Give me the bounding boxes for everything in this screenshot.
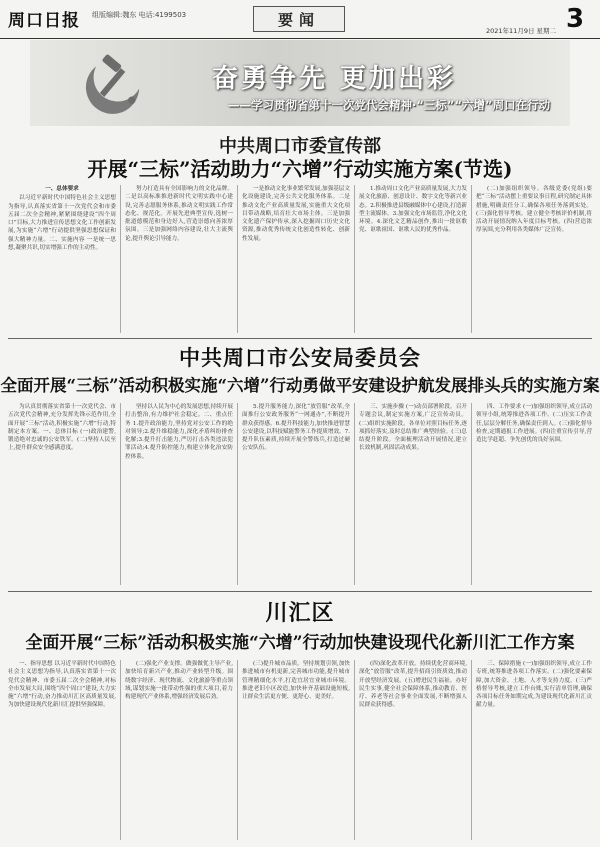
column-text: (二)强化产业支撑。做强做优主导产业,加快培育新兴产业,推动产业转型升级。围绕数字经济、现代物流、文化旅游等重点领域,谋划实施一批带动性强的重大项目,着力构建现代产业体系,增强经济发展后劲。 — [125, 661, 233, 701]
article1-kicker: 中共周口市委宣传部 — [219, 136, 381, 157]
article2-column-5 — [476, 403, 592, 585]
article1-column-4 — [359, 185, 467, 333]
column-divider — [237, 660, 238, 840]
article2-kicker: 中共周口市公安局委员会 — [179, 345, 421, 370]
column-divider — [120, 403, 121, 585]
banner-slogan: 奋勇争先 更加出彩 — [212, 64, 457, 94]
section-title: 要闻 — [253, 6, 345, 32]
section-rule — [8, 591, 592, 592]
article3-column-3 — [242, 660, 350, 840]
column-text: 坚持以人民为中心的发展思想,持续开展打击整治,有力维护社会稳定。二、重点任务 1.提升政治能力,坚持党对公安工作的绝对领导;2.提升维稳能力,深化矛盾纠纷排查化解;3.提升打击能力,严厉打击各类违法犯罪活动;4.提升防控能力,构建立体化治安防控体系。 — [125, 404, 233, 460]
column-divider — [120, 660, 121, 840]
article2-column-2 — [125, 403, 233, 585]
newspaper-logo: 周口日报 — [8, 11, 80, 31]
column-text: 以习近平新时代中国特色社会主义思想为指导,认真落实省第十一次党代会和市委五届二次全会精神,紧紧围绕建设“四个周口”目标,大力推进宣传思想文化工作创新发展,为实施“六增”行动提供坚强思想保证和强大精神力量。二、实施内容 一是统一思想,凝聚共识,切实增强工作的主动性。 — [8, 195, 116, 252]
article1-headline: 开展“三标”活动助力“六增”行动实施方案(节选) — [87, 157, 513, 181]
banner-subslogan: ——学习贯彻省第十一次党代会精神·“三标”“六增”周口在行动 — [228, 98, 551, 112]
column-divider — [120, 185, 121, 333]
article2-column-1 — [8, 403, 116, 585]
party-emblem-icon — [78, 44, 156, 118]
column-text: 1.推动周口文化产业高质量发展,大力发展文化旅游、创意设计、数字文化等新兴业态。2.积极推进县级融媒体中心建设,打造新型主流媒体。3.加强文化市场监管,净化文化环境。4.深化文艺精品创作,推出一批讴歌党、讴歌祖国、讴歌人民的优秀作品。 — [359, 186, 467, 234]
article2-column-3 — [242, 403, 350, 585]
column-text: 一是推动文化事业繁荣发展,加强基层文化设施建设,完善公共文化服务体系。二是推动文化产业高质量发展,实施重大文化项目带动战略,培育壮大市场主体。三是加强文化遗产保护传承,深入挖掘周口历史文化资源,推动优秀传统文化创造性转化、创新性发展。 — [242, 186, 350, 242]
column-text: 5.提升服务能力,深化“放管服”改革,全面推行公安政务服务“一网通办”,不断提升群众获得感。6.提升科技能力,加快推进智慧公安建设,以科技赋能警务工作提质增效。7.提升队伍素质,持续开展全警练兵,打造过硬公安队伍。 — [242, 404, 350, 452]
column-text: 三、保障措施 (一)加强组织领导,成立工作专班,统筹推进各项工作落实。(二)强化要素保障,加大资金、土地、人才等支持力度。(三)严格督导考核,建立工作台账,实行清单管理,确保各项目标任务如期完成,为建设现代化新川汇贡献力量。 — [476, 661, 592, 709]
article1-column-2 — [125, 185, 233, 333]
article3-headline: 全面开展“三标”活动积极实施“六增”行动加快建设现代化新川汇工作方案 — [25, 633, 575, 653]
column-divider — [237, 403, 238, 585]
column-divider — [471, 660, 472, 840]
column-text: 为认真贯彻落实省第十一次党代会、市五次党代会精神,充分发挥先锋示范作用,全面开展“三标”活动,积极实施“六增”行动,特制定本方案。一、总体目标 (一)政治建警,锻造绝对忠诚的公安铁军。(二)坚持人民至上,提升群众安全感满意度。 — [8, 404, 116, 452]
column-text: (二)加强组织领导。各级党委(党组)要把“三标”活动摆上重要议事日程,研究制定具体措施,明确责任分工,确保各项任务落到实处。(三)强化督导考核。建立健全考核评价机制,将活动开展情况纳入年度目标考核。(四)营造浓厚氛围,充分利用各类媒体广泛宣传。 — [476, 186, 592, 234]
article3-column-2 — [125, 660, 233, 840]
article1-column-3 — [242, 185, 350, 333]
column-text: 四、工作要求 (一)加强组织领导,成立活动领导小组,统筹推进各项工作。(二)压实工作责任,层层分解任务,确保责任到人。(三)强化督导检查,定期通报工作进展。(四)注重宣传引导,营造比学赶超、争先创优的良好氛围。 — [476, 404, 592, 444]
column-divider — [354, 185, 355, 333]
article2-column-4 — [359, 403, 467, 585]
column-divider — [237, 185, 238, 333]
column-text: 三、实施步骤 (一)动员部署阶段。召开专题会议,制定实施方案,广泛宣传动员。(二)组织实施阶段。各单位对照目标任务,逐项抓好落实,及时总结推广典型经验。(三)总结提升阶段。全面梳理活动开展情况,建立长效机制,巩固活动成果。 — [359, 404, 467, 452]
column-heading: 一、总体要求 — [45, 186, 79, 192]
article2-headline: 全面开展“三标”活动积极实施“六增”行动勇做平安建设护航发展排头兵的实施方案 — [0, 376, 600, 395]
column-divider — [354, 660, 355, 840]
section-rule — [8, 338, 592, 339]
article1-column-1 — [8, 185, 116, 333]
issue-date: 2021年11月9日 星期二 — [486, 27, 557, 35]
column-text: (三)提升城市品质。坚持规划引领,加快推进城市有机更新,完善城市功能,提升城市管理精细化水平,打造宜居宜业城市环境。推进老旧小区改造,加快补齐基础设施短板,让群众生活更方便、更舒心、更美好。 — [242, 661, 350, 701]
article3-kicker: 川汇区 — [265, 600, 335, 626]
column-divider — [471, 185, 472, 333]
column-text: (四)深化改革开放。持续优化营商环境,深化“放管服”改革,提升招商引资质效,推动开放型经济发展。(五)增进民生福祉。办好民生实事,健全社会保障体系,推动教育、医疗、养老等社会事业全面发展,不断增强人民群众获得感。 — [359, 661, 467, 709]
column-text: 努力打造具有全国影响力的文化品牌。二是以高标准推进新时代文明实践中心建设,完善志愿服务体系,推动文明实践工作常态化、规范化。开展先进典型宣传,选树一批道德模范和身边好人,营造崇德向善浓厚氛围。三是加强网络内容建设,壮大主流舆论,提升舆论引导能力。 — [125, 186, 233, 242]
article3-column-5 — [476, 660, 592, 840]
page-number: 3 — [566, 4, 585, 34]
article3-column-4 — [359, 660, 467, 840]
article3-column-1 — [8, 660, 116, 840]
column-divider — [354, 403, 355, 585]
column-text: 一、指导思想 以习近平新时代中国特色社会主义思想为指导,认真落实省第十一次党代会精神、市委五届二次全会精神,对标全市发展大局,围绕“四个周口”建设,大力实施“六增”行动,奋力推动川汇区高质量发展,为加快建设现代化新川汇提供坚强保障。 — [8, 661, 116, 709]
editor-info: 组版编辑:魏东 电话:4199503 — [92, 11, 187, 19]
article1-column-5 — [476, 185, 592, 333]
column-divider — [471, 403, 472, 585]
